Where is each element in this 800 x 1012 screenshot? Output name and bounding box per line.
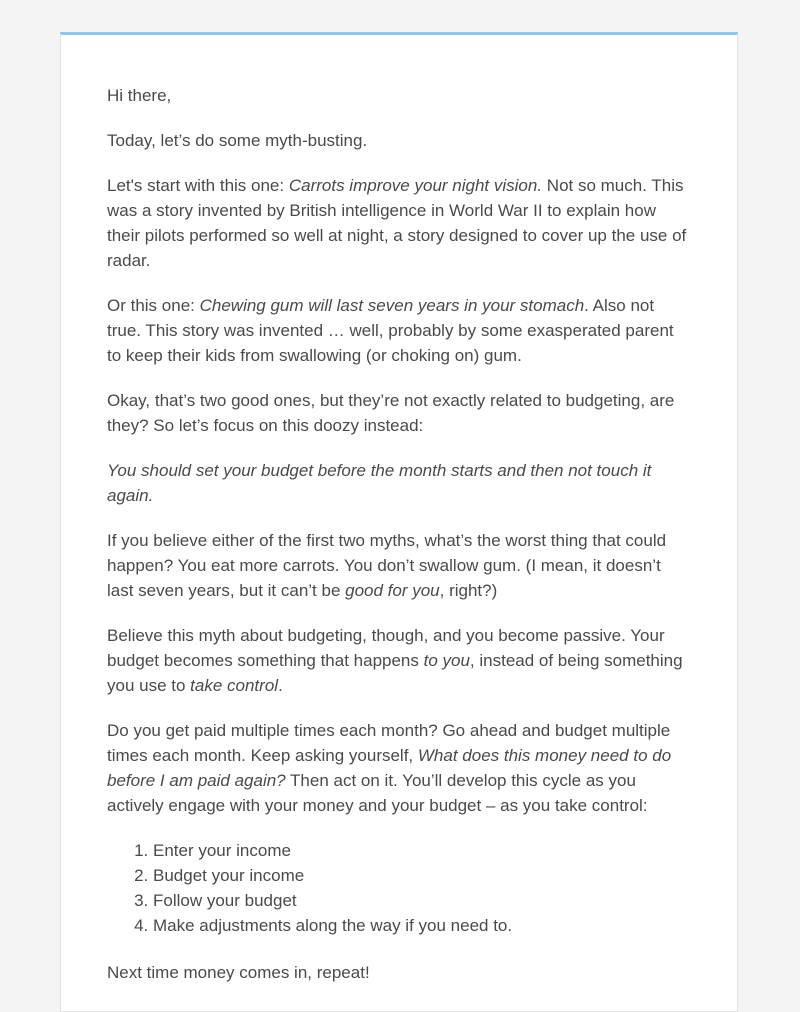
gum-myth: Chewing gum will last seven years in your stomach bbox=[199, 296, 585, 315]
carrots-myth: Carrots improve your night vision. bbox=[288, 176, 543, 195]
worst-case-paragraph bbox=[107, 528, 691, 603]
carrots-paragraph bbox=[107, 173, 691, 273]
budgeting-transition-paragraph: Okay, that’s two good ones, but they’re not exactly related to budgeting, are they? So let’s focus on this doozy instead: bbox=[107, 391, 675, 435]
closing-paragraph: Next time money comes in, repeat! bbox=[107, 963, 370, 982]
list-item: 2. Budget your income bbox=[153, 863, 691, 888]
passive-emphasis-1: to you bbox=[423, 651, 470, 670]
greeting: Hi there, bbox=[107, 86, 172, 105]
gum-lead: Or this one: bbox=[107, 296, 200, 315]
worst-case-rest: , right?) bbox=[439, 581, 498, 600]
steps-list bbox=[107, 838, 691, 938]
paid-multiple-emphasis: What does this money need to do before I am paid again? bbox=[107, 746, 672, 790]
worst-case-emphasis: good for you bbox=[345, 581, 440, 600]
paid-multiple-lead: Do you get paid multiple times each month? Go ahead and budget multiple times each month. Keep asking yourself, bbox=[107, 721, 671, 765]
list-item: 1. Enter your income bbox=[153, 838, 691, 863]
passive-lead: Believe this myth about budgeting, though, and you become passive. Your budget becomes something that happens bbox=[107, 626, 665, 670]
email-body bbox=[61, 35, 737, 985]
gum-paragraph bbox=[107, 293, 691, 368]
carrots-lead: Let's start with this one: bbox=[107, 176, 289, 195]
budget-myth-paragraph bbox=[107, 458, 691, 508]
passive-emphasis-2: take control bbox=[190, 676, 279, 695]
paid-multiple-rest: Then act on it. You’ll develop this cycle as you actively engage with your money and your budget – as you take control: bbox=[107, 771, 648, 815]
passive-rest: . bbox=[278, 676, 283, 695]
paid-multiple-paragraph bbox=[107, 718, 691, 818]
passive-paragraph bbox=[107, 623, 691, 698]
carrots-rest: Not so much. This was a story invented by British intelligence in World War II to explain how their pilots performed so well at night, a story designed to cover up the use of radar. bbox=[107, 176, 687, 270]
passive-mid: , instead of being something you use to bbox=[107, 651, 683, 695]
intro-paragraph: Today, let’s do some myth-busting. bbox=[107, 131, 368, 150]
gum-rest: . Also not true. This story was invented … well, probably by some exasperated parent to keep their kids from swallowing (or choking on) gum. bbox=[107, 296, 674, 365]
worst-case-lead: If you believe either of the first two myths, what’s the worst thing that could happen? You eat more carrots. You don’t swallow gum. (I mean, it doesn’t last seven years, but it can’t be bbox=[107, 531, 667, 600]
list-item: 4. Make adjustments along the way if you need to. bbox=[153, 913, 691, 938]
email-card bbox=[60, 32, 738, 1012]
budget-myth: You should set your budget before the month starts and then not touch it again. bbox=[107, 461, 652, 505]
list-item: 3. Follow your budget bbox=[153, 888, 691, 913]
